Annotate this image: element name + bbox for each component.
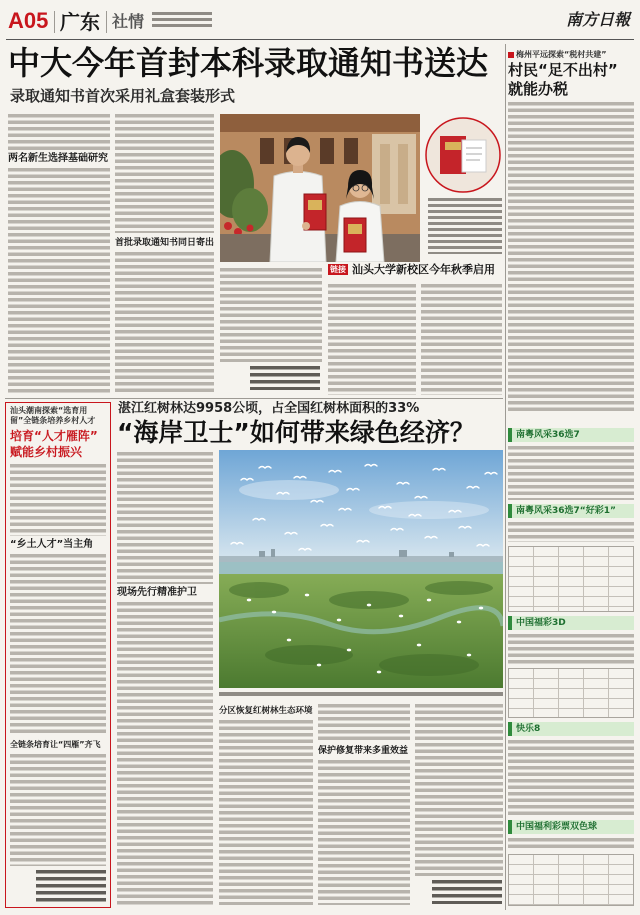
lottery-prize-table [508, 668, 634, 718]
lottery-prize-table [508, 546, 634, 612]
masthead-divider [54, 11, 55, 33]
lead-subheadline: 录取通知书首次采用礼盒套装形式 [10, 87, 236, 105]
link-label: 链接 [330, 265, 346, 274]
boxed-subhead: “乡土人才”当主角 [10, 538, 106, 552]
lead-headline: 中大今年首封本科录取通知书送达 [8, 44, 489, 82]
row-rule [5, 398, 503, 399]
feature-kicker: 湛江红树林达9958公顷，占全国红树林面积的33% [118, 401, 420, 416]
page-number: A05 [8, 8, 49, 33]
lottery-header: 南粤风采36选7“好彩1” [508, 504, 634, 518]
body-text [10, 554, 106, 736]
lottery-results [508, 838, 634, 850]
photo-caption [219, 692, 503, 696]
lottery-header: 中国福彩3D [508, 616, 634, 630]
lottery-header: 快乐8 [508, 722, 634, 736]
body-text [328, 284, 416, 395]
masthead-rule [6, 39, 634, 40]
feature-subhead: 现场先行精准护卫 [117, 586, 213, 600]
lottery-header: 南粤风采36选7 [508, 428, 634, 442]
lead-subhead: 首批录取通知书同日寄出 [115, 238, 214, 248]
lottery-results [508, 522, 634, 542]
boxed-article-headline-line: 培育“人才雁阵” [10, 429, 98, 443]
right-article-headline-line: 村民“足不出村” [508, 61, 618, 79]
body-text [117, 602, 213, 905]
right-article-kicker: 梅州平远探索“税村共建” [516, 50, 607, 59]
reporter-credit [432, 880, 502, 904]
boxed-article-kicker: 汕头潮南探索“选育用留”全链条培养乡村人才 [10, 406, 96, 425]
link-article-headline: 汕头大学新校区今年秋季启用 [352, 263, 495, 276]
body-text [421, 284, 502, 395]
body-text [8, 114, 110, 150]
reporter-credit [250, 366, 320, 390]
feature-subhead: 分区恢复红树林生态环境 [219, 704, 315, 718]
body-text [508, 102, 634, 412]
reporter-credit [36, 870, 106, 902]
feature-subhead: 保护修复带来多重效益 [318, 746, 409, 756]
body-text [117, 452, 213, 584]
body-text [115, 114, 214, 233]
admission-letter-inset-photo [424, 116, 502, 194]
body-text [318, 760, 410, 905]
lead-subhead: 两名新生选择基础研究 [8, 153, 108, 164]
lottery-header: 中国福利彩票双色球 [508, 820, 634, 834]
lottery-results [508, 740, 634, 816]
body-text [415, 704, 503, 876]
body-text [10, 464, 106, 536]
article-marker [508, 52, 514, 58]
body-text [115, 252, 214, 395]
newspaper-logo: 南方日報 [566, 10, 631, 29]
body-text [220, 268, 322, 362]
lottery-results [508, 446, 634, 500]
photo-caption [428, 198, 502, 254]
body-text [8, 168, 110, 395]
body-text [219, 720, 313, 905]
section-name: 广东 [60, 10, 100, 34]
boxed-article-headline-line: 赋能乡村振兴 [10, 445, 83, 459]
body-text [318, 704, 410, 742]
right-article-headline-line: 就能办税 [508, 80, 569, 98]
mangrove-egrets-photo [219, 450, 503, 688]
subsection-name: 社情 [112, 12, 145, 31]
lottery-prize-table [508, 854, 634, 906]
column-rule [505, 44, 506, 910]
lottery-results [508, 634, 634, 664]
editor-credits [152, 12, 212, 30]
feature-headline: “海岸卫士”如何带来绿色经济？ [117, 418, 475, 447]
body-text [10, 754, 106, 866]
graduates-photo [220, 114, 420, 262]
boxed-subhead: 全链条培育让“四雁”齐飞 [10, 738, 106, 752]
masthead-divider [106, 11, 107, 33]
